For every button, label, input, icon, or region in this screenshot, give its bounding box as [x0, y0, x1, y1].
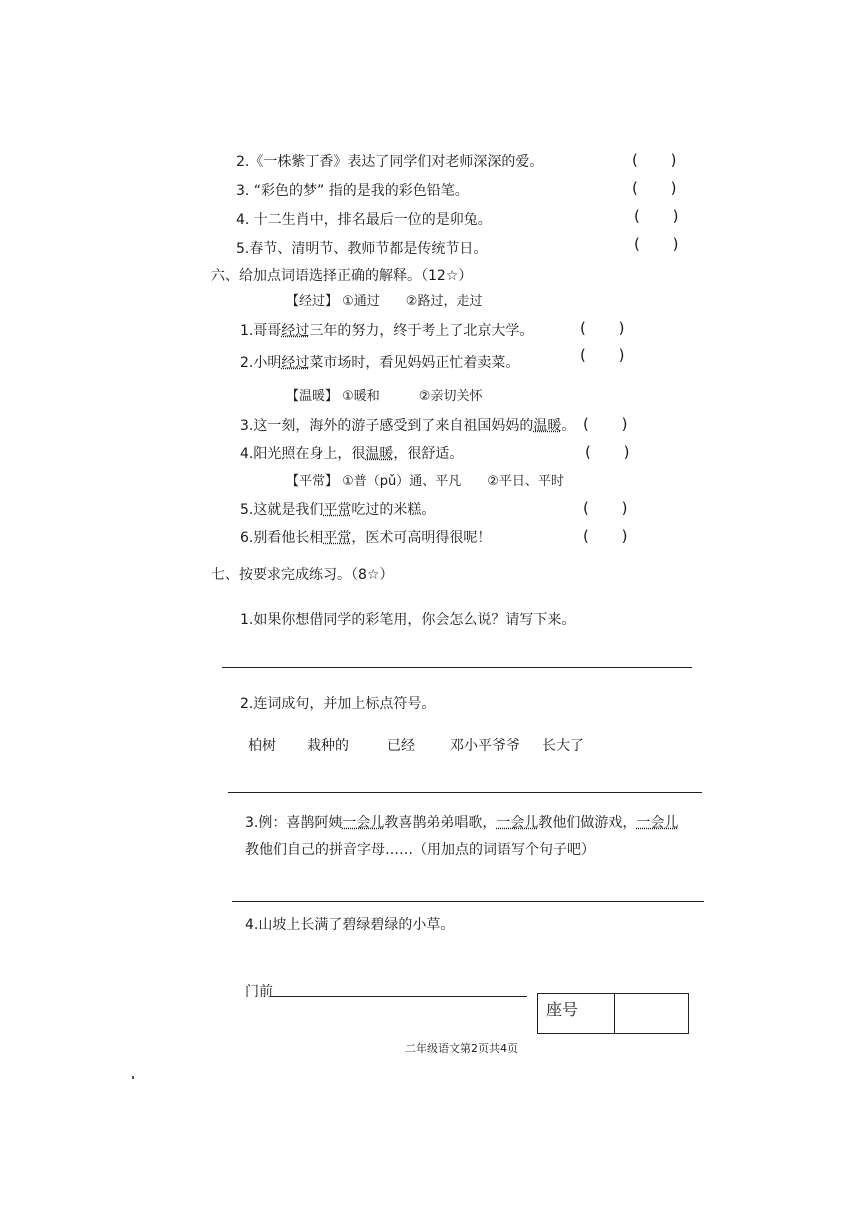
seat-number-label: 座号 — [538, 994, 615, 1033]
question-7-4: 4.山坡上长满了碧绿碧绿的小草。 — [245, 917, 455, 933]
answer-paren[interactable]: ( ) — [632, 151, 691, 169]
question-7-3-cont: 教他们自己的拼音字母……（用加点的词语写个句子吧） — [245, 842, 595, 858]
tf-item-3: 3. “彩色的梦” 指的是我的彩色铅笔。 — [236, 183, 469, 199]
answer-paren[interactable]: ( ) — [580, 346, 639, 364]
section-6-title: 六、给加点词语选择正确的解释。（12☆） — [211, 268, 473, 284]
answer-paren[interactable]: ( ) — [583, 415, 642, 433]
question-6-2: 2.小明经过菜市场时，看见妈妈正忙着卖菜。 — [240, 355, 520, 371]
dotted-word: 平常 — [323, 530, 352, 546]
answer-paren[interactable]: ( ) — [583, 499, 642, 517]
seat-number-field[interactable] — [615, 994, 688, 1033]
word-chip: 长大了 — [542, 738, 584, 754]
tf-item-5: 5.春节、清明节、教师节都是传统节日。 — [236, 241, 488, 257]
tf-item-2: 2.《一株紫丁香》表达了同学们对老师深深的爱。 — [236, 154, 544, 170]
answer-paren[interactable]: ( ) — [583, 527, 642, 545]
answer-paren[interactable]: ( ) — [580, 319, 639, 337]
word-chip: 柏树 — [248, 738, 276, 754]
answer-line-1[interactable] — [222, 667, 692, 668]
answer-line-2[interactable] — [228, 792, 702, 793]
word-chip: 已经 — [387, 738, 415, 754]
question-6-1: 1.哥哥经过三年的努力，终于考上了北京大学。 — [240, 323, 534, 339]
answer-prefix: 门前 — [245, 984, 273, 1000]
question-6-6: 6.别看他长相平常，医术可高明得很呢！ — [240, 530, 492, 546]
tf-item-4: 4. 十二生肖中，排名最后一位的是卯兔。 — [236, 212, 492, 228]
word-options-wennuan: 【温暖】 ①暖和 ②亲切关怀 — [286, 389, 483, 404]
dotted-word: 平常 — [323, 502, 352, 518]
seat-number-box — [537, 993, 689, 1034]
answer-paren[interactable]: ( ) — [634, 207, 693, 225]
dotted-word: 一会儿 — [342, 815, 385, 831]
answer-line-4[interactable] — [271, 996, 527, 997]
word-options-jingguo: 【经过】 ①通过 ②路过，走过 — [286, 294, 483, 309]
answer-paren[interactable]: ( ) — [585, 443, 644, 461]
dotted-word: 温暖 — [365, 446, 394, 462]
word-chip: 邓小平爷爷 — [450, 738, 520, 754]
dotted-word: 温暖 — [533, 418, 562, 434]
section-7-title: 七、按要求完成练习。（8☆） — [211, 567, 394, 583]
answer-line-3[interactable] — [232, 901, 704, 902]
answer-paren[interactable]: ( ) — [632, 179, 691, 197]
question-7-2: 2.连词成句，并加上标点符号。 — [240, 696, 436, 712]
question-6-3: 3.这一刻，海外的游子感受到了来自祖国妈妈的温暖。 — [240, 418, 576, 434]
question-6-5: 5.这就是我们平常吃过的米糕。 — [240, 502, 436, 518]
word-options-pingchang: 【平常】 ①普（pǔ）通、平凡 ②平日、平时 — [286, 474, 564, 489]
answer-paren[interactable]: ( ) — [634, 235, 693, 253]
dotted-word: 一会儿 — [496, 815, 539, 831]
word-chip: 栽种的 — [307, 738, 349, 754]
page-footer: 二年级语文第2页共4页 — [405, 1042, 518, 1055]
dotted-word: 经过 — [281, 355, 310, 371]
question-6-4: 4.阳光照在身上，很温暖，很舒适。 — [240, 446, 464, 462]
dotted-word: 一会儿 — [636, 815, 679, 831]
question-7-3: 3.例：喜鹊阿姨一会儿教喜鹊弟弟唱歌，一会儿教他们做游戏，一会儿 — [245, 815, 679, 831]
scan-speck — [132, 1076, 134, 1079]
question-7-1: 1.如果你想借同学的彩笔用，你会怎么说？请写下来。 — [240, 612, 576, 628]
dotted-word: 经过 — [281, 323, 310, 339]
